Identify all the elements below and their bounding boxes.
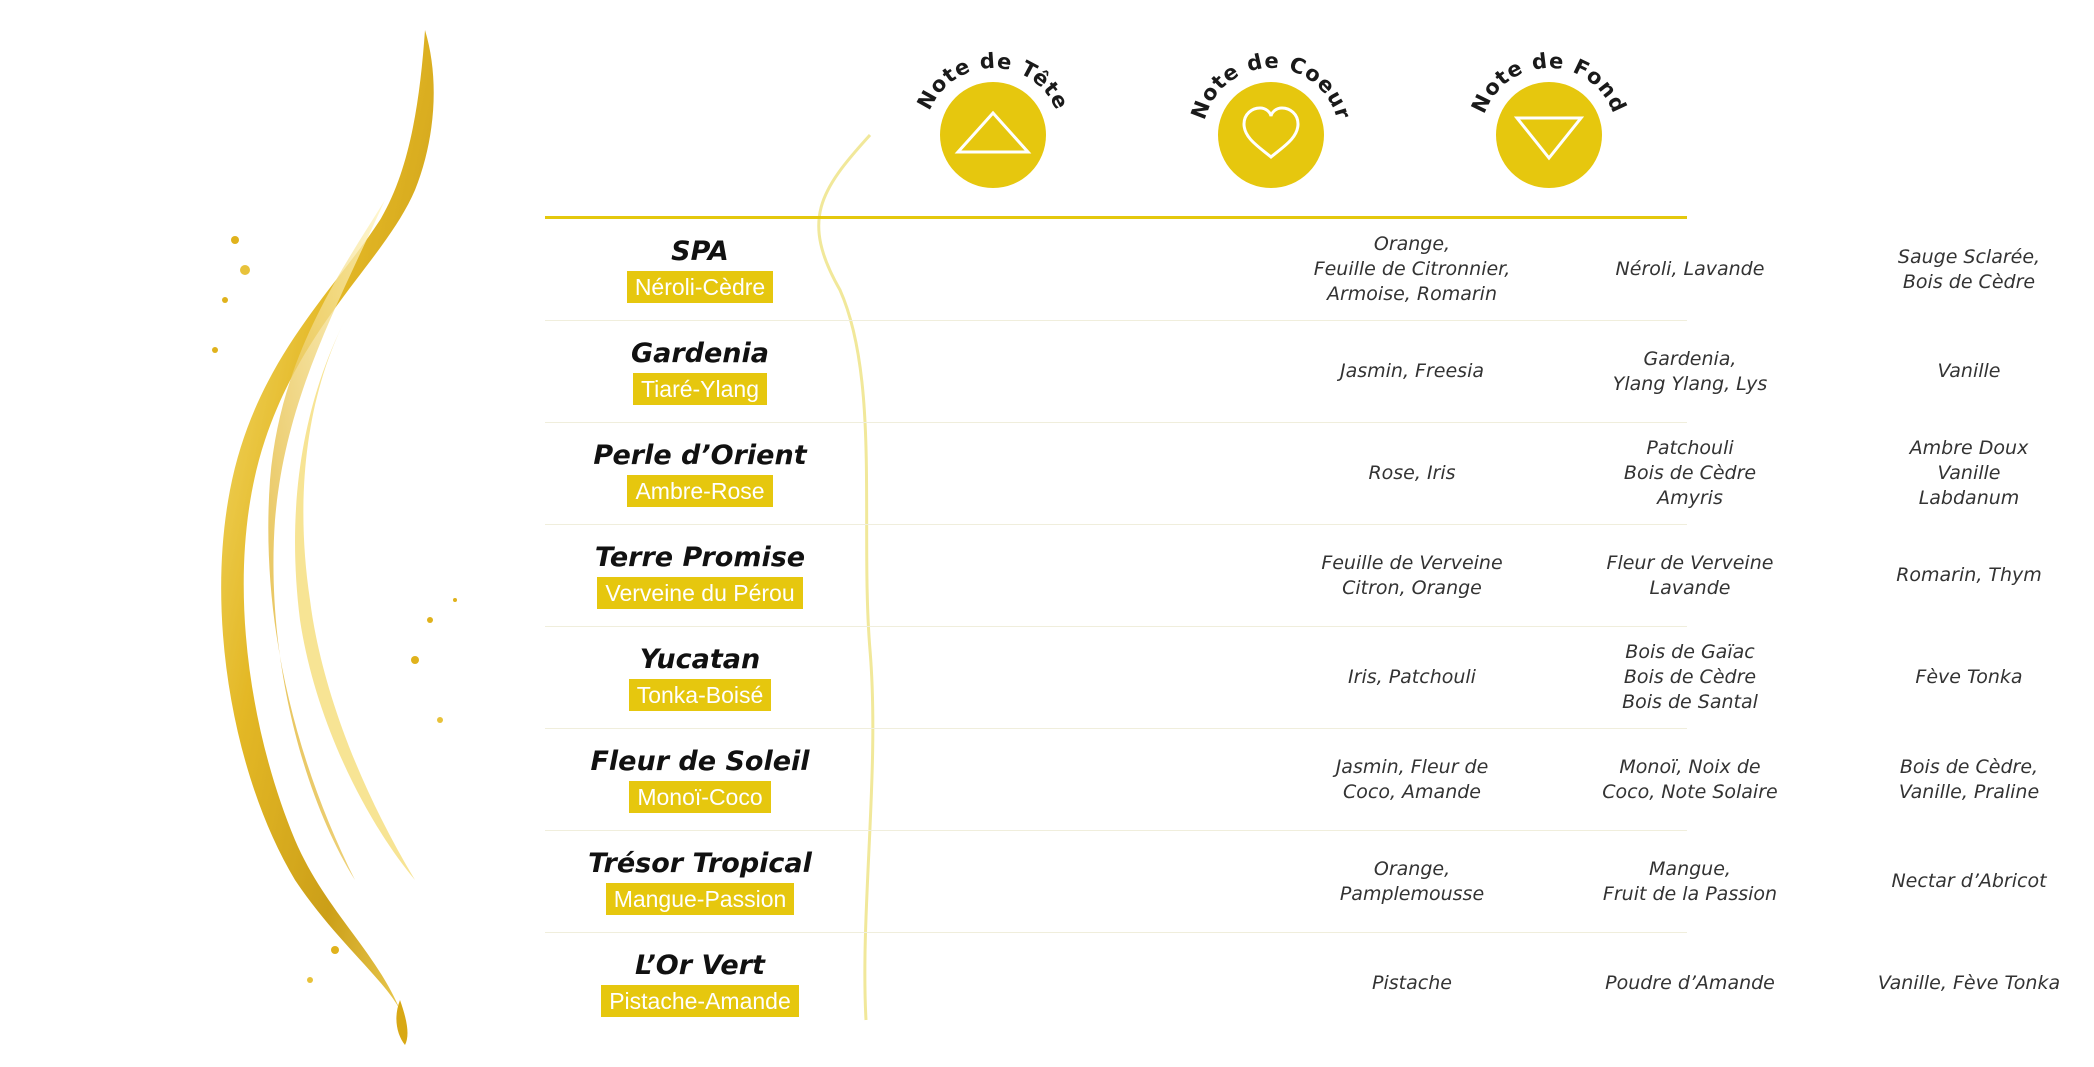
header-note-de-fond	[1449, 40, 1649, 200]
table-row	[545, 729, 2040, 831]
note-fond-cell: Bois de Cèdre, Vanille, Praline	[1898, 755, 2040, 803]
note-coeur-cell: Mangue, Fruit de la Passion	[1602, 857, 1778, 905]
fragrance-notes-table	[545, 219, 2061, 1034]
oil-splash-illustration	[185, 20, 485, 1050]
header-badge	[1496, 82, 1602, 188]
table-row	[545, 933, 2061, 1034]
fragrance-name-cell	[545, 933, 855, 1034]
fragrance-name-cell	[545, 729, 855, 830]
note-fond-cell: Nectar d’Abricot	[1891, 870, 2047, 892]
note-tete-cell: Pistache	[1372, 972, 1452, 994]
fragrance-subtitle-badge: Tonka-Boisé	[629, 679, 772, 711]
note-fond-cell: Fève Tonka	[1915, 666, 2023, 688]
table-row	[545, 321, 2001, 423]
table-row	[545, 525, 2042, 627]
note-fond-cell: Vanille	[1937, 360, 2001, 382]
note-coeur-cell: Néroli, Lavande	[1615, 258, 1765, 280]
fragrance-subtitle-badge: Pistache-Amande	[601, 985, 799, 1017]
note-coeur-cell: Gardenia, Ylang Ylang, Lys	[1612, 347, 1768, 395]
fragrance-subtitle-badge: Mangue-Passion	[606, 883, 795, 915]
fragrance-name: Trésor Tropical	[588, 848, 812, 879]
header-title: Note de Fond	[1466, 48, 1632, 117]
fragrance-name: Gardenia	[630, 338, 770, 369]
fragrance-name: L’Or Vert	[635, 950, 765, 981]
header-badge	[940, 82, 1046, 188]
note-tete-cell: Feuille de Verveine Citron, Orange	[1321, 551, 1503, 599]
fragrance-subtitle-badge: Tiaré-Ylang	[633, 373, 767, 405]
note-fond-cell: Vanille, Fève Tonka	[1877, 972, 2061, 994]
table-row	[545, 423, 2029, 525]
fragrance-name-cell	[545, 423, 855, 524]
note-coeur-cell: Fleur de Verveine Lavande	[1606, 551, 1774, 599]
table-row	[545, 219, 2041, 321]
fragrance-subtitle-badge: Néroli-Cèdre	[627, 271, 773, 303]
note-coeur-cell: Patchouli Bois de Cèdre Amyris	[1623, 437, 1757, 509]
fragrance-name: SPA	[671, 236, 729, 267]
table-row	[545, 627, 2023, 729]
header-title: Note de Tête	[912, 48, 1074, 114]
fragrance-name: Yucatan	[639, 644, 761, 675]
table-row	[545, 831, 2047, 933]
note-tete-cell: Iris, Patchouli	[1348, 666, 1476, 688]
fragrance-subtitle-badge: Monoï-Coco	[629, 781, 770, 813]
note-tete-cell: Rose, Iris	[1368, 462, 1456, 484]
header-note-de-tete	[893, 40, 1093, 200]
note-coeur-cell: Monoï, Noix de Coco, Note Solaire	[1602, 755, 1778, 803]
header-title: Note de Coeur	[1186, 48, 1356, 123]
note-tete-cell: Orange, Pamplemousse	[1339, 857, 1485, 905]
note-fond-cell: Romarin, Thym	[1896, 564, 2042, 586]
note-tete-cell: Jasmin, Freesia	[1340, 360, 1484, 382]
fragrance-name-cell	[545, 831, 855, 932]
fragrance-name: Terre Promise	[594, 542, 806, 573]
note-fond-cell: Sauge Sclarée, Bois de Cèdre	[1897, 245, 2041, 293]
note-fond-cell: Ambre Doux Vanille Labdanum	[1909, 437, 2029, 509]
fragrance-name-cell	[545, 525, 855, 626]
fragrance-name: Fleur de Soleil	[590, 746, 810, 777]
fragrance-name: Perle d’Orient	[593, 440, 807, 471]
note-coeur-cell: Poudre d’Amande	[1605, 972, 1775, 994]
header-badge	[1218, 82, 1324, 188]
fragrance-subtitle-badge: Ambre-Rose	[627, 475, 772, 507]
fragrance-name-cell	[545, 219, 855, 320]
note-coeur-cell: Bois de Gaïac Bois de Cèdre Bois de Santal	[1622, 641, 1758, 713]
note-tete-cell: Orange, Feuille de Citronnier, Armoise, Romarin	[1313, 233, 1511, 305]
note-tete-cell: Jasmin, Fleur de Coco, Amande	[1335, 755, 1489, 803]
fragrance-subtitle-badge: Verveine du Pérou	[597, 577, 802, 609]
fragrance-name-cell	[545, 321, 855, 422]
header-note-de-coeur	[1171, 40, 1371, 200]
fragrance-name-cell	[545, 627, 855, 728]
